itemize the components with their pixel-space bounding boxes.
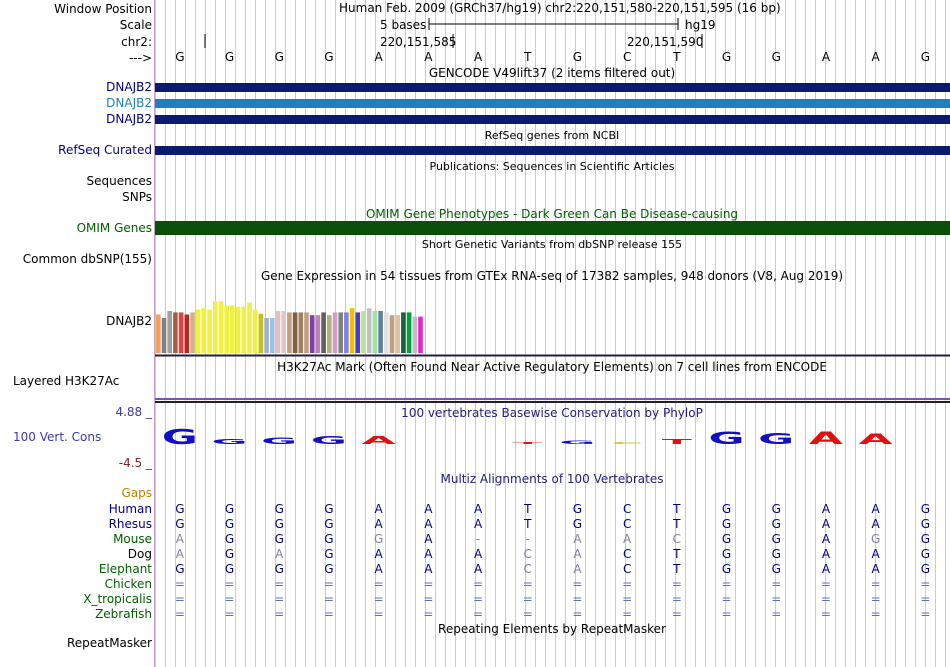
- gtex-tissue-bar[interactable]: [230, 305, 235, 353]
- gtex-tissue-bar[interactable]: [236, 307, 241, 353]
- alignment-base: =: [771, 592, 782, 606]
- alignment-base: G: [224, 562, 235, 576]
- alignment-base: =: [721, 592, 732, 606]
- phylop-conservation-logo[interactable]: [155, 425, 950, 455]
- reference-base: G: [721, 50, 732, 64]
- gtex-tissue-bar[interactable]: [264, 318, 269, 353]
- alignment-base: T: [524, 517, 532, 531]
- gtex-tissue-bar[interactable]: [270, 318, 275, 353]
- sequences-label[interactable]: Sequences: [86, 174, 152, 188]
- h3k27ac-track-title[interactable]: H3K27Ac Mark (Often Found Near Active Regulatory Elements) on 7 cell lines from ENCODE: [277, 360, 827, 374]
- alignment-base: G: [771, 532, 781, 546]
- reference-base: A: [424, 50, 433, 64]
- alignment-base: C: [622, 502, 632, 516]
- cons-max-label: 4.88 _: [115, 405, 152, 419]
- alignment-base: G: [771, 502, 781, 516]
- gtex-tissue-bar[interactable]: [207, 310, 212, 353]
- alignment-base: =: [522, 607, 533, 621]
- gencode-gene-label-2[interactable]: DNAJB2: [106, 96, 152, 110]
- reference-base: C: [622, 50, 632, 64]
- conservation-letter: G: [261, 436, 298, 447]
- alignment-base: A: [424, 532, 433, 546]
- conservation-letter: T: [661, 437, 692, 446]
- gtex-tissue-bar[interactable]: [162, 318, 167, 353]
- alignment-base: G: [870, 532, 881, 546]
- alignment-base: G: [721, 562, 732, 576]
- alignment-base: G: [224, 547, 235, 561]
- alignment-base: =: [274, 577, 285, 591]
- alignment-base: =: [622, 577, 633, 591]
- alignment-base: =: [820, 592, 831, 606]
- gtex-tissue-bar[interactable]: [179, 312, 184, 353]
- gtex-tissue-bar[interactable]: [173, 312, 178, 353]
- gencode-gene-label-1[interactable]: DNAJB2: [106, 80, 152, 94]
- alignment-base: T: [673, 502, 681, 516]
- gtex-tissue-bar[interactable]: [281, 311, 286, 353]
- gtex-tissue-bar[interactable]: [156, 315, 161, 354]
- alignment-base: A: [424, 547, 433, 561]
- alignment-base: G: [324, 532, 334, 546]
- conservation-letter: G: [708, 428, 745, 449]
- window-position-label: Window Position: [54, 2, 152, 16]
- alignment-base: =: [771, 607, 782, 621]
- chr-position-1: 220,151,585: [380, 35, 457, 49]
- phylop-track-title[interactable]: 100 vertebrates Basewise Conservation by PhyloP: [401, 406, 703, 420]
- alignment-base: C: [622, 562, 632, 576]
- alignment-base: A: [871, 502, 880, 516]
- alignment-base: =: [920, 577, 931, 591]
- alignment-base: A: [275, 547, 284, 561]
- alignment-base: G: [572, 502, 583, 516]
- alignment-base: A: [424, 502, 433, 516]
- reference-base: A: [821, 50, 831, 64]
- conservation-letter: C: [611, 441, 644, 445]
- gencode-gene-bar-3[interactable]: [155, 115, 950, 124]
- gtex-tissue-bar[interactable]: [361, 311, 366, 353]
- species-label[interactable]: Dog: [127, 547, 152, 561]
- alignment-base: G: [920, 517, 930, 531]
- gtex-tissue-bar[interactable]: [304, 312, 309, 353]
- conservation-letter: A: [858, 431, 893, 448]
- reference-base: T: [673, 50, 681, 64]
- reference-base: G: [920, 50, 930, 64]
- gtex-tissue-bar[interactable]: [321, 312, 326, 353]
- alignment-base: A: [374, 502, 383, 516]
- gtex-tissue-bar[interactable]: [287, 312, 292, 353]
- alignment-base: A: [821, 532, 831, 546]
- snps-label[interactable]: SNPs: [122, 190, 152, 204]
- alignment-base: =: [721, 607, 732, 621]
- scale-label: Scale: [119, 18, 152, 32]
- gtex-tissue-bar[interactable]: [213, 301, 218, 353]
- alignment-base: =: [771, 577, 782, 591]
- alignment-base: A: [821, 517, 831, 531]
- alignment-base: G: [224, 517, 235, 531]
- gtex-tissue-bar[interactable]: [167, 311, 172, 353]
- gtex-tissue-bar[interactable]: [401, 312, 406, 353]
- alignment-base: =: [174, 607, 185, 621]
- alignment-base: C: [622, 547, 632, 561]
- alignment-base: =: [820, 607, 831, 621]
- alignment-base: G: [373, 532, 384, 546]
- alignment-base: =: [224, 577, 235, 591]
- reference-base: G: [572, 50, 583, 64]
- alignment-base: T: [673, 547, 681, 561]
- alignment-base: A: [374, 562, 383, 576]
- alignment-base: A: [573, 532, 582, 546]
- alignment-base: =: [174, 577, 185, 591]
- alignment-base: =: [323, 577, 334, 591]
- alignment-base: =: [820, 577, 831, 591]
- refseq-track-title[interactable]: RefSeq genes from NCBI: [484, 129, 620, 142]
- repeatmasker-label[interactable]: RepeatMasker: [66, 636, 152, 650]
- cons-min-label: -4.5 _: [118, 456, 152, 470]
- alignment-base: =: [572, 592, 583, 606]
- alignment-base: G: [175, 562, 185, 576]
- scale-db-text: hg19: [685, 18, 716, 32]
- reference-base: G: [224, 50, 235, 64]
- gencode-track-title[interactable]: GENCODE V49lift37 (2 items filtered out): [428, 66, 676, 80]
- strand-arrow-label: --->: [128, 51, 152, 65]
- alignment-base: A: [175, 547, 184, 561]
- gtex-tissue-bar[interactable]: [299, 312, 304, 353]
- alignment-base: =: [274, 607, 285, 621]
- gtex-tissue-bar[interactable]: [253, 310, 258, 353]
- scale-bar-text: 5 bases: [380, 18, 427, 32]
- alignment-base: =: [920, 592, 931, 606]
- gtex-tissue-bar[interactable]: [350, 308, 355, 353]
- alignment-base: A: [374, 547, 383, 561]
- alignment-base: =: [373, 592, 384, 606]
- alignment-base: C: [672, 532, 682, 546]
- alignment-base: A: [573, 562, 582, 576]
- gtex-tissue-bar[interactable]: [413, 317, 418, 353]
- gtex-tissue-bar[interactable]: [407, 312, 412, 353]
- chr-position-2: 220,151,590: [627, 35, 704, 49]
- repeatmasker-track-title[interactable]: Repeating Elements by RepeatMasker: [438, 622, 666, 636]
- alignment-base: G: [175, 502, 185, 516]
- reference-base: A: [871, 50, 880, 64]
- alignment-base: =: [920, 607, 931, 621]
- gtex-track-title[interactable]: Gene Expression in 54 tissues from GTEx RNA-seq of 17382 samples, 948 donors (V8, Aug 2019): [260, 269, 844, 283]
- conservation-letter: G: [559, 440, 596, 446]
- species-label[interactable]: Chicken: [104, 577, 152, 591]
- alignment-base: T: [524, 502, 532, 516]
- refseq-gene-bar[interactable]: [155, 146, 950, 155]
- conservation-letter: A: [361, 433, 396, 447]
- alignment-base: A: [573, 547, 582, 561]
- alignment-base: G: [721, 517, 732, 531]
- gtex-tissue-bar[interactable]: [247, 303, 252, 353]
- alignment-base: G: [572, 517, 583, 531]
- alignment-base: C: [523, 547, 532, 561]
- gtex-tissue-bar[interactable]: [384, 312, 389, 353]
- conservation-letter: G: [161, 425, 198, 450]
- scale-bar: [428, 16, 680, 32]
- gtex-tissue-bar[interactable]: [219, 301, 224, 353]
- gtex-tissue-bar[interactable]: [378, 311, 383, 353]
- gtex-tissue-bar[interactable]: [196, 310, 201, 353]
- alignment-base: =: [423, 592, 434, 606]
- alignment-base: G: [721, 547, 732, 561]
- species-label[interactable]: Human: [108, 502, 152, 516]
- omim-label[interactable]: OMIM Genes: [76, 221, 152, 235]
- alignment-base: G: [721, 532, 732, 546]
- alignment-base: =: [373, 577, 384, 591]
- multiz-track-title[interactable]: Multiz Alignments of 100 Vertebrates: [440, 472, 664, 486]
- alignment-base: T: [673, 562, 681, 576]
- alignment-base: G: [324, 502, 334, 516]
- alignment-base: C: [523, 562, 532, 576]
- gtex-tissue-bar[interactable]: [327, 315, 332, 353]
- alignment-base: -: [525, 532, 530, 546]
- gtex-tissue-bar[interactable]: [310, 315, 315, 353]
- gtex-tissue-bar[interactable]: [242, 307, 247, 353]
- gtex-tissue-bar[interactable]: [202, 308, 207, 353]
- alignment-base: =: [522, 577, 533, 591]
- alignment-base: G: [224, 502, 235, 516]
- reference-base: G: [324, 50, 334, 64]
- alignment-base: =: [323, 607, 334, 621]
- alignment-base: =: [224, 607, 235, 621]
- alignment-base: G: [920, 562, 930, 576]
- conservation-letter: T: [512, 441, 543, 445]
- alignment-base: A: [424, 562, 433, 576]
- gtex-gene-label[interactable]: DNAJB2: [106, 314, 152, 328]
- alignment-base: G: [274, 502, 284, 516]
- alignment-base: =: [870, 607, 881, 621]
- alignment-base: G: [274, 532, 284, 546]
- reference-base: G: [274, 50, 284, 64]
- alignment-base: A: [821, 502, 831, 516]
- gtex-tissue-bar[interactable]: [316, 315, 321, 353]
- gencode-gene-bar-1[interactable]: [155, 83, 950, 92]
- alignment-base: G: [324, 517, 334, 531]
- alignment-base: G: [175, 517, 185, 531]
- alignment-base: A: [473, 502, 483, 516]
- alignment-base: =: [622, 592, 633, 606]
- alignment-base: A: [871, 562, 880, 576]
- reference-base: A: [374, 50, 383, 64]
- omim-gene-bar[interactable]: [155, 221, 950, 235]
- alignment-base: =: [473, 592, 484, 606]
- alignment-base: =: [423, 577, 434, 591]
- alignment-base: =: [373, 607, 384, 621]
- gtex-tissue-bar[interactable]: [224, 305, 229, 353]
- conservation-letter: A: [808, 428, 843, 449]
- gtex-tissue-bar[interactable]: [338, 312, 343, 353]
- alignment-base: A: [175, 532, 184, 546]
- dbsnp-track-title[interactable]: Short Genetic Variants from dbSNP release 155: [421, 238, 683, 251]
- gtex-tissue-bar[interactable]: [390, 315, 395, 353]
- chr-label: chr2:: [121, 35, 152, 49]
- common-dbsnp-label[interactable]: Common dbSNP(155): [22, 252, 152, 266]
- gencode-gene-label-3[interactable]: DNAJB2: [106, 112, 152, 126]
- cons-track-label[interactable]: 100 Vert. Cons: [13, 430, 102, 444]
- conservation-letter: G: [310, 433, 348, 447]
- gtex-tissue-bar[interactable]: [373, 311, 378, 353]
- gtex-tissue-bar[interactable]: [395, 315, 400, 353]
- species-label[interactable]: Rhesus: [108, 517, 152, 531]
- alignment-base: =: [522, 592, 533, 606]
- conservation-letter: G: [758, 429, 795, 448]
- alignment-base: =: [572, 577, 583, 591]
- conservation-letter: G: [211, 437, 248, 446]
- alignment-base: =: [572, 607, 583, 621]
- alignment-base: G: [324, 562, 334, 576]
- species-label[interactable]: Elephant: [98, 562, 152, 576]
- alignment-base: A: [374, 517, 383, 531]
- alignment-base: =: [622, 607, 633, 621]
- alignment-base: G: [721, 502, 732, 516]
- gtex-tissue-bar[interactable]: [418, 317, 423, 353]
- alignment-base: A: [473, 547, 483, 561]
- alignment-base: A: [871, 547, 880, 561]
- alignment-base: =: [721, 577, 732, 591]
- h3k27ac-baseline: [155, 401, 950, 403]
- alignment-base: =: [870, 577, 881, 591]
- alignment-base: A: [821, 562, 831, 576]
- alignment-base: =: [174, 592, 185, 606]
- alignment-base: =: [870, 592, 881, 606]
- gtex-tissue-bar[interactable]: [333, 312, 338, 353]
- alignment-base: =: [671, 577, 682, 591]
- alignment-base: G: [274, 562, 284, 576]
- gtex-tissue-bar[interactable]: [259, 314, 264, 353]
- reference-base: G: [771, 50, 781, 64]
- alignment-base: =: [473, 577, 484, 591]
- reference-base: G: [175, 50, 185, 64]
- alignment-base: A: [871, 517, 880, 531]
- gtex-tissue-bar[interactable]: [190, 312, 195, 353]
- alignment-base: G: [324, 547, 334, 561]
- publications-track-title[interactable]: Publications: Sequences in Scientific Articles: [429, 160, 675, 173]
- alignment-base: =: [274, 592, 285, 606]
- gencode-gene-bar-2[interactable]: [155, 99, 950, 108]
- gtex-tissue-bar[interactable]: [293, 312, 298, 353]
- gtex-tissue-bar[interactable]: [344, 312, 349, 353]
- species-label[interactable]: Zebrafish: [95, 607, 152, 621]
- gtex-tissue-bar[interactable]: [367, 308, 372, 353]
- alignment-base: =: [224, 592, 235, 606]
- alignment-base: A: [821, 547, 831, 561]
- species-label[interactable]: X_tropicalis: [83, 592, 152, 606]
- reference-base: T: [524, 50, 532, 64]
- alignment-base: G: [274, 517, 284, 531]
- alignment-base: -: [475, 532, 481, 546]
- refseq-label[interactable]: RefSeq Curated: [58, 143, 152, 157]
- reference-base: A: [473, 50, 483, 64]
- alignment-base: =: [473, 607, 484, 621]
- species-label[interactable]: Mouse: [113, 532, 152, 546]
- gaps-label: Gaps: [121, 486, 152, 500]
- alignment-base: =: [671, 607, 682, 621]
- alignment-base: =: [423, 607, 434, 621]
- alignment-base: C: [622, 517, 632, 531]
- alignment-base: T: [673, 517, 681, 531]
- alignment-base: G: [920, 502, 930, 516]
- alignment-base: G: [920, 532, 930, 546]
- alignment-base: G: [771, 517, 781, 531]
- gtex-tissue-bar[interactable]: [356, 312, 361, 353]
- alignment-base: A: [473, 562, 483, 576]
- alignment-base: A: [623, 532, 632, 546]
- alignment-base: G: [771, 562, 781, 576]
- h3k27ac-signal-line: [155, 398, 950, 400]
- gtex-tissue-bar[interactable]: [276, 311, 281, 353]
- gtex-bar-chart[interactable]: [155, 283, 950, 358]
- alignment-base: G: [920, 547, 930, 561]
- alignment-base: A: [424, 517, 433, 531]
- omim-track-title[interactable]: OMIM Gene Phenotypes - Dark Green Can Be Disease-causing: [365, 207, 739, 221]
- alignment-base: G: [771, 547, 781, 561]
- chr-ruler-ticks: [200, 34, 710, 50]
- alignment-base: =: [323, 592, 334, 606]
- alignment-base: G: [224, 532, 235, 546]
- assembly-position: Human Feb. 2009 (GRCh37/hg19) chr2:220,151,580-220,151,595 (16 bp): [339, 1, 781, 15]
- alignment-base: =: [671, 592, 682, 606]
- gtex-tissue-bar[interactable]: [185, 315, 190, 354]
- h3k27ac-label[interactable]: Layered H3K27Ac: [13, 374, 120, 388]
- alignment-base: A: [473, 517, 483, 531]
